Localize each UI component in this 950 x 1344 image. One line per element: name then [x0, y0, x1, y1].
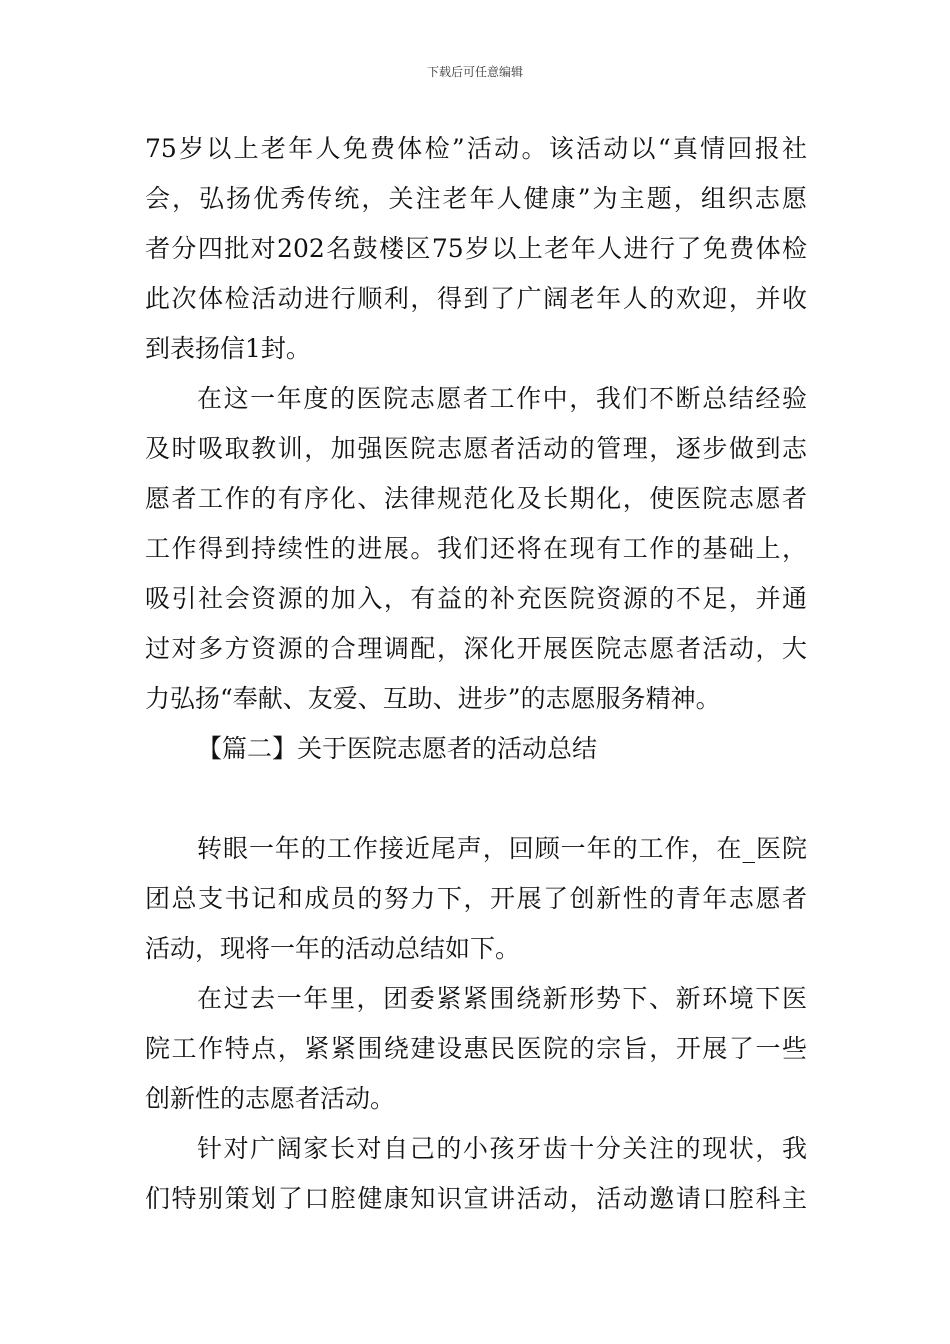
- text-line: 者分四批对202名鼓楼区75岁以上老年人进行了免费体检: [145, 234, 807, 263]
- text-line: 到表扬信1封。: [145, 334, 311, 363]
- text-line: 工作得到持续性的进展。我们还将在现有工作的基础上，: [145, 534, 807, 563]
- text-line: 力弘扬“奉献、友爱、互助、进步”的志愿服务精神。: [145, 684, 721, 713]
- text-line: 会，弘扬优秀传统，关注老年人健康”为主题，组织志愿: [145, 184, 807, 213]
- text-line: 团总支书记和成员的努力下，开展了创新性的青年志愿者: [145, 884, 807, 913]
- paragraph-first-line: 在过去一年里，团委紧紧围绕新形势下、新环境下医: [197, 984, 807, 1013]
- text-line: 75岁以上老年人免费体检”活动。该活动以“真情回报社: [145, 134, 807, 163]
- blank-line: [145, 774, 807, 824]
- text-line: 活动，现将一年的活动总结如下。: [145, 934, 521, 963]
- text-line: 创新性的志愿者活动。: [145, 1084, 396, 1113]
- text-line: 院工作特点，紧紧围绕建设惠民医院的宗旨，开展了一些: [145, 1034, 807, 1063]
- text-line: 愿者工作的有序化、法律规范化及长期化，使医院志愿者: [145, 484, 807, 513]
- text-line: 过对多方资源的合理调配，深化开展医院志愿者活动，大: [145, 634, 807, 663]
- text-line: 此次体检活动进行顺利，得到了广阔老年人的欢迎，并收: [145, 284, 807, 313]
- section-heading: 【篇二】关于医院志愿者的活动总结: [197, 734, 598, 763]
- paragraph-first-line: 在这一年度的医院志愿者工作中，我们不断总结经验: [197, 384, 807, 413]
- text-line: 们特别策划了口腔健康知识宣讲活动，活动邀请口腔科主: [145, 1184, 807, 1213]
- document-body: [145, 124, 807, 1224]
- text-line: 吸引社会资源的加入，有益的补充医院资源的不足，并通: [145, 584, 807, 613]
- paragraph-first-line: 转眼一年的工作接近尾声，回顾一年的工作，在_医院: [197, 834, 807, 863]
- page-header: 下载后可任意编辑: [426, 65, 523, 79]
- text-line: 及时吸取教训，加强医院志愿者活动的管理，逐步做到志: [145, 434, 807, 463]
- paragraph-first-line: 针对广阔家长对自己的小孩牙齿十分关注的现状，我: [197, 1134, 807, 1163]
